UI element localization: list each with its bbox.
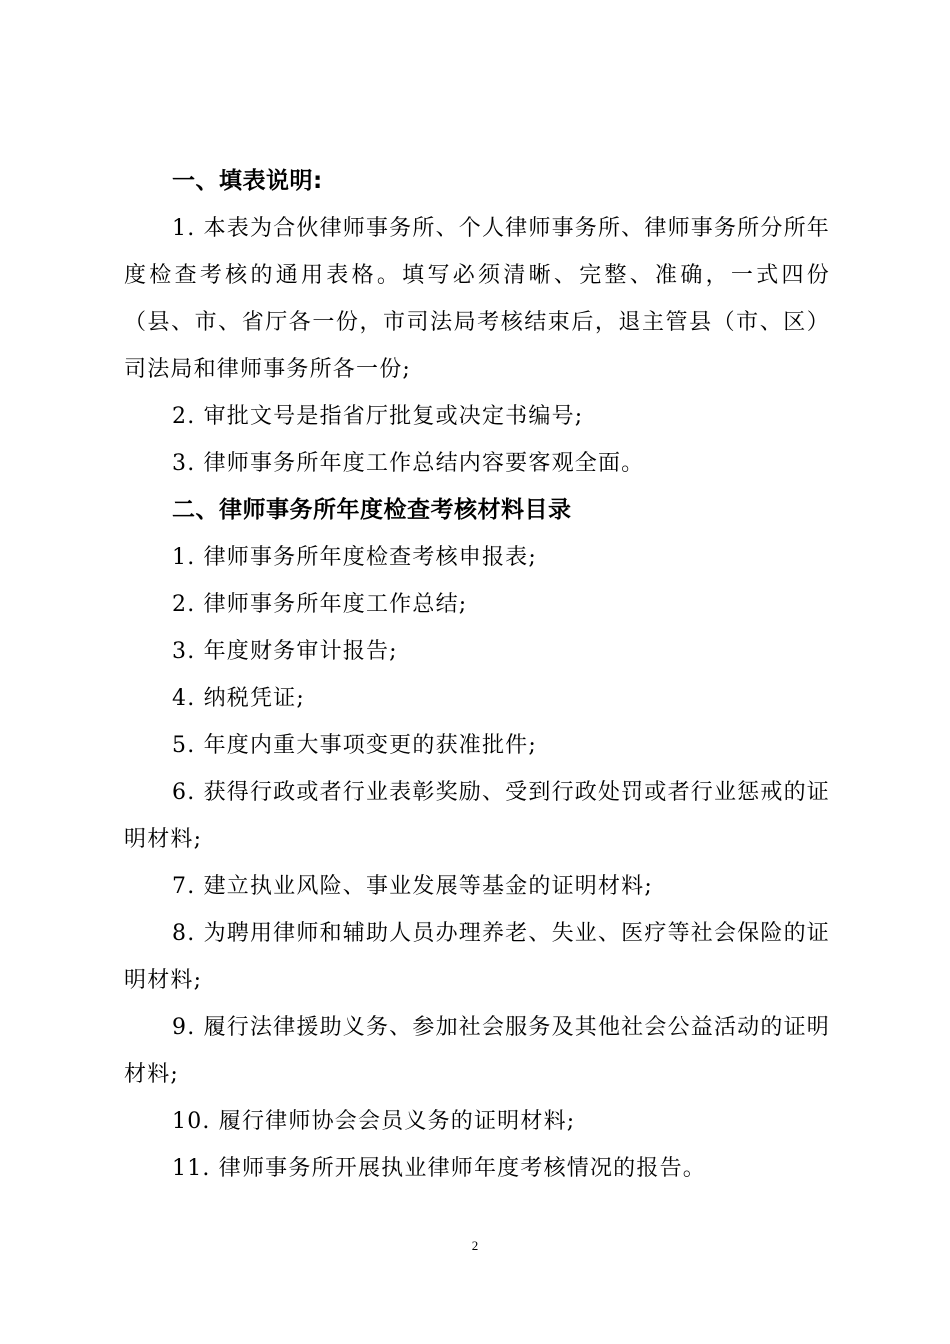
material-item-1: 1. 律师事务所年度检查考核申报表; bbox=[172, 545, 537, 570]
section-heading-materials: 二、律师事务所年度检查考核材料目录 bbox=[172, 497, 572, 523]
material-item-10: 10. 履行律师协会会员义务的证明材料; bbox=[172, 1109, 576, 1134]
document-body bbox=[124, 158, 830, 1192]
material-item-8: 8. 为聘用律师和辅助人员办理养老、失业、医疗等社会保险的证明材料; bbox=[124, 921, 830, 993]
instruction-item-2: 2. 审批文号是指省厅批复或决定书编号; bbox=[172, 404, 584, 429]
material-item-4: 4. 纳税凭证; bbox=[172, 686, 305, 711]
section-heading-instructions: 一、填表说明: bbox=[172, 168, 323, 194]
material-item-9: 9. 履行法律援助义务、参加社会服务及其他社会公益活动的证明材料; bbox=[124, 1015, 830, 1087]
material-item-6: 6. 获得行政或者行业表彰奖励、受到行政处罚或者行业惩戒的证明材料; bbox=[124, 780, 830, 852]
material-item-3: 3. 年度财务审计报告; bbox=[172, 639, 398, 664]
page-number: 2 bbox=[471, 1238, 479, 1253]
instruction-item-3: 3. 律师事务所年度工作总结内容要客观全面。 bbox=[172, 451, 645, 476]
material-item-2: 2. 律师事务所年度工作总结; bbox=[172, 592, 468, 617]
material-item-5: 5. 年度内重大事项变更的获准批件; bbox=[172, 733, 537, 758]
instruction-item-1: 1. 本表为合伙律师事务所、个人律师事务所、律师事务所分所年度检查考核的通用表格。填写必须清晰、完整、准确，一式四份（县、市、省厅各一份，市司法局考核结束后，退主管县（市、区）司法局和律师事务所各一份; bbox=[124, 216, 830, 382]
material-item-7: 7. 建立执业风险、事业发展等基金的证明材料; bbox=[172, 874, 653, 899]
material-item-11: 11. 律师事务所开展执业律师年度考核情况的报告。 bbox=[172, 1156, 706, 1181]
